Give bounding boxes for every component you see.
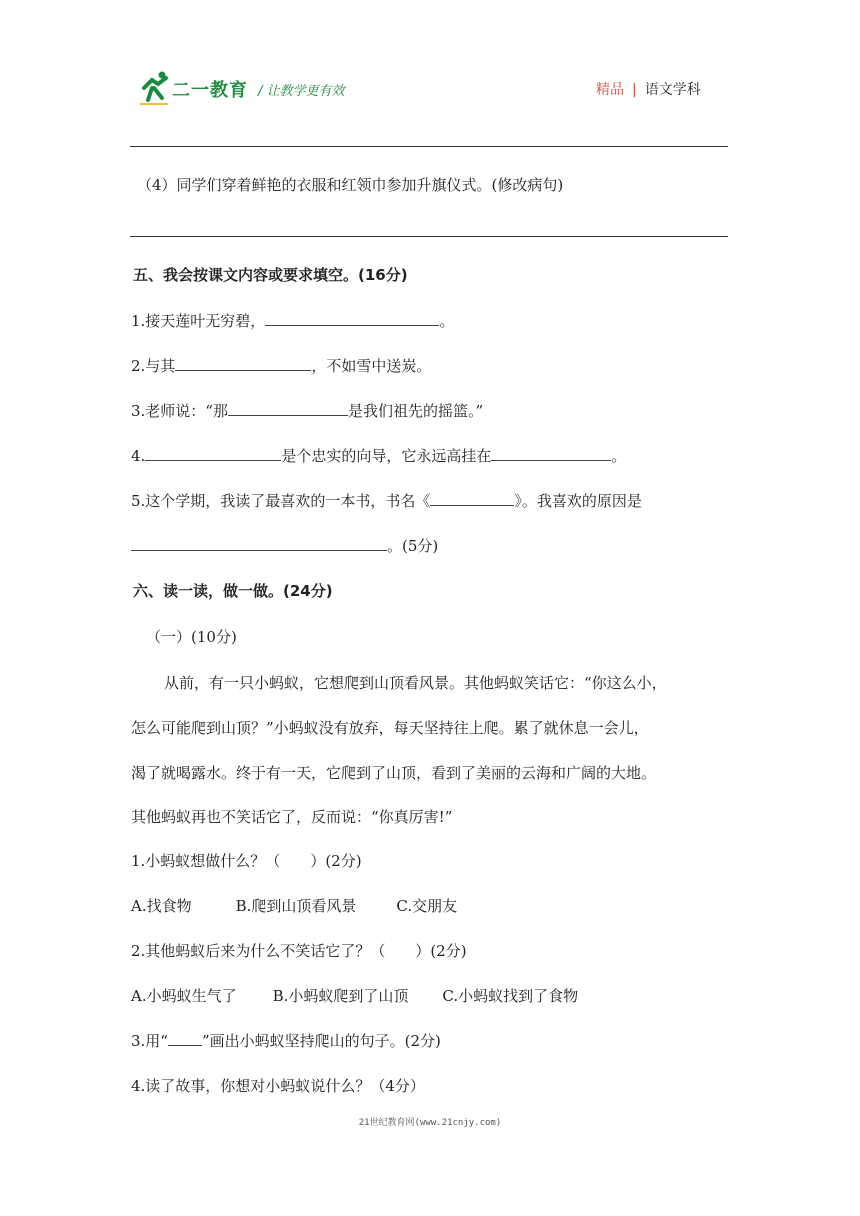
option-a[interactable]: A.找食物: [131, 897, 192, 915]
s5-item-2-text: 2.与其: [131, 357, 176, 375]
section6-subtitle: （一）(10分): [146, 628, 237, 646]
fill-blank[interactable]: [491, 459, 611, 461]
header-subject: [596, 79, 701, 99]
underline-sample: [168, 1044, 202, 1046]
section6-title: 六、读一读，做一做。(24分): [133, 582, 333, 600]
s5-item-3-end: 是我们祖先的摇篮。”: [347, 402, 484, 420]
q2-options: [131, 985, 578, 1006]
s5-item-3: [131, 400, 483, 421]
s5-item-4-end: 。: [611, 447, 627, 465]
q1-options: [131, 895, 457, 916]
question-3-text: 3.用“: [131, 1032, 168, 1050]
s5-item-4-num: 4.: [131, 447, 146, 465]
question-3-text2: ”画出小蚂蚁坚持爬山的句子。(2分): [201, 1032, 441, 1050]
page-footer: 21世纪教育网(www.21cnjy.com): [358, 1118, 502, 1128]
s5-item-5-text: 5.这个学期，我读了最喜欢的一本书，书名《: [131, 492, 431, 510]
option-c[interactable]: C.小蚂蚁找到了食物: [442, 987, 579, 1005]
s5-item-2: [131, 355, 431, 376]
s5-item-1-end: 。: [439, 312, 455, 330]
fill-blank[interactable]: [131, 549, 387, 551]
page-header: [0, 0, 860, 110]
s5-item-4-text: 是个忠实的向导，它永远高挂在: [281, 447, 492, 465]
answer-line: [130, 236, 728, 237]
s5-item-4: [131, 445, 626, 466]
s5-item-5-text2: 》。我喜欢的原因是: [514, 492, 642, 510]
fill-blank[interactable]: [228, 414, 348, 416]
section5-title: 五、我会按课文内容或要求填空。(16分): [133, 266, 408, 284]
passage-line: 从前，有一只小蚂蚁，它想爬到山顶看风景。其他蚂蚁笑话它：“你这么小，: [164, 674, 667, 692]
option-c[interactable]: C.交朋友: [396, 897, 458, 915]
passage-line: 渴了就喝露水。终于有一天，它爬到了山顶，看到了美丽的云海和广阔的大地。: [131, 764, 657, 782]
answer-line: [130, 146, 728, 147]
s5-item-5-cont: [131, 535, 438, 556]
fill-blank[interactable]: [430, 504, 514, 506]
header-divider: |: [632, 82, 637, 98]
option-a[interactable]: A.小蚂蚁生气了: [131, 987, 237, 1005]
q4-revise-sentence: （4）同学们穿着鲜艳的衣服和红领巾参加升旗仪式。(修改病句): [137, 176, 564, 194]
s5-item-2-end: ，不如雪中送炭。: [311, 357, 432, 375]
passage-line: 怎么可能爬到山顶？”小蚂蚁没有放弃，每天坚持往上爬。累了就休息一会儿，: [131, 719, 649, 737]
s5-item-1-text: 1.接天莲叶无穷碧，: [131, 312, 266, 330]
question-3: [131, 1030, 441, 1051]
question-1: 1.小蚂蚁想做什么？（ ）(2分): [131, 852, 362, 870]
option-b[interactable]: B.小蚂蚁爬到了山顶: [272, 987, 409, 1005]
s5-item-3-text: 3.老师说：“那: [131, 402, 228, 420]
s5-item-5: [131, 490, 642, 511]
s5-item-5-score: 。(5分): [387, 537, 439, 555]
subject-label: 语文学科: [644, 82, 701, 98]
header-slogan: / 让教学更有效: [258, 84, 345, 99]
question-4: 4.读了故事，你想对小蚂蚁说什么？（4分）: [131, 1077, 425, 1095]
question-2: 2.其他蚂蚁后来为什么不笑话它了？（ ）(2分): [131, 942, 467, 960]
s5-item-1: [131, 310, 454, 331]
quality-label: 精品: [596, 82, 624, 98]
fill-blank[interactable]: [265, 324, 439, 326]
logo-text: 二一教育: [172, 80, 248, 101]
fill-blank[interactable]: [175, 369, 311, 371]
passage-line: 其他蚂蚁再也不笑话它了，反而说：“你真厉害!”: [131, 808, 453, 826]
fill-blank[interactable]: [145, 459, 281, 461]
option-b[interactable]: B.爬到山顶看风景: [235, 897, 357, 915]
